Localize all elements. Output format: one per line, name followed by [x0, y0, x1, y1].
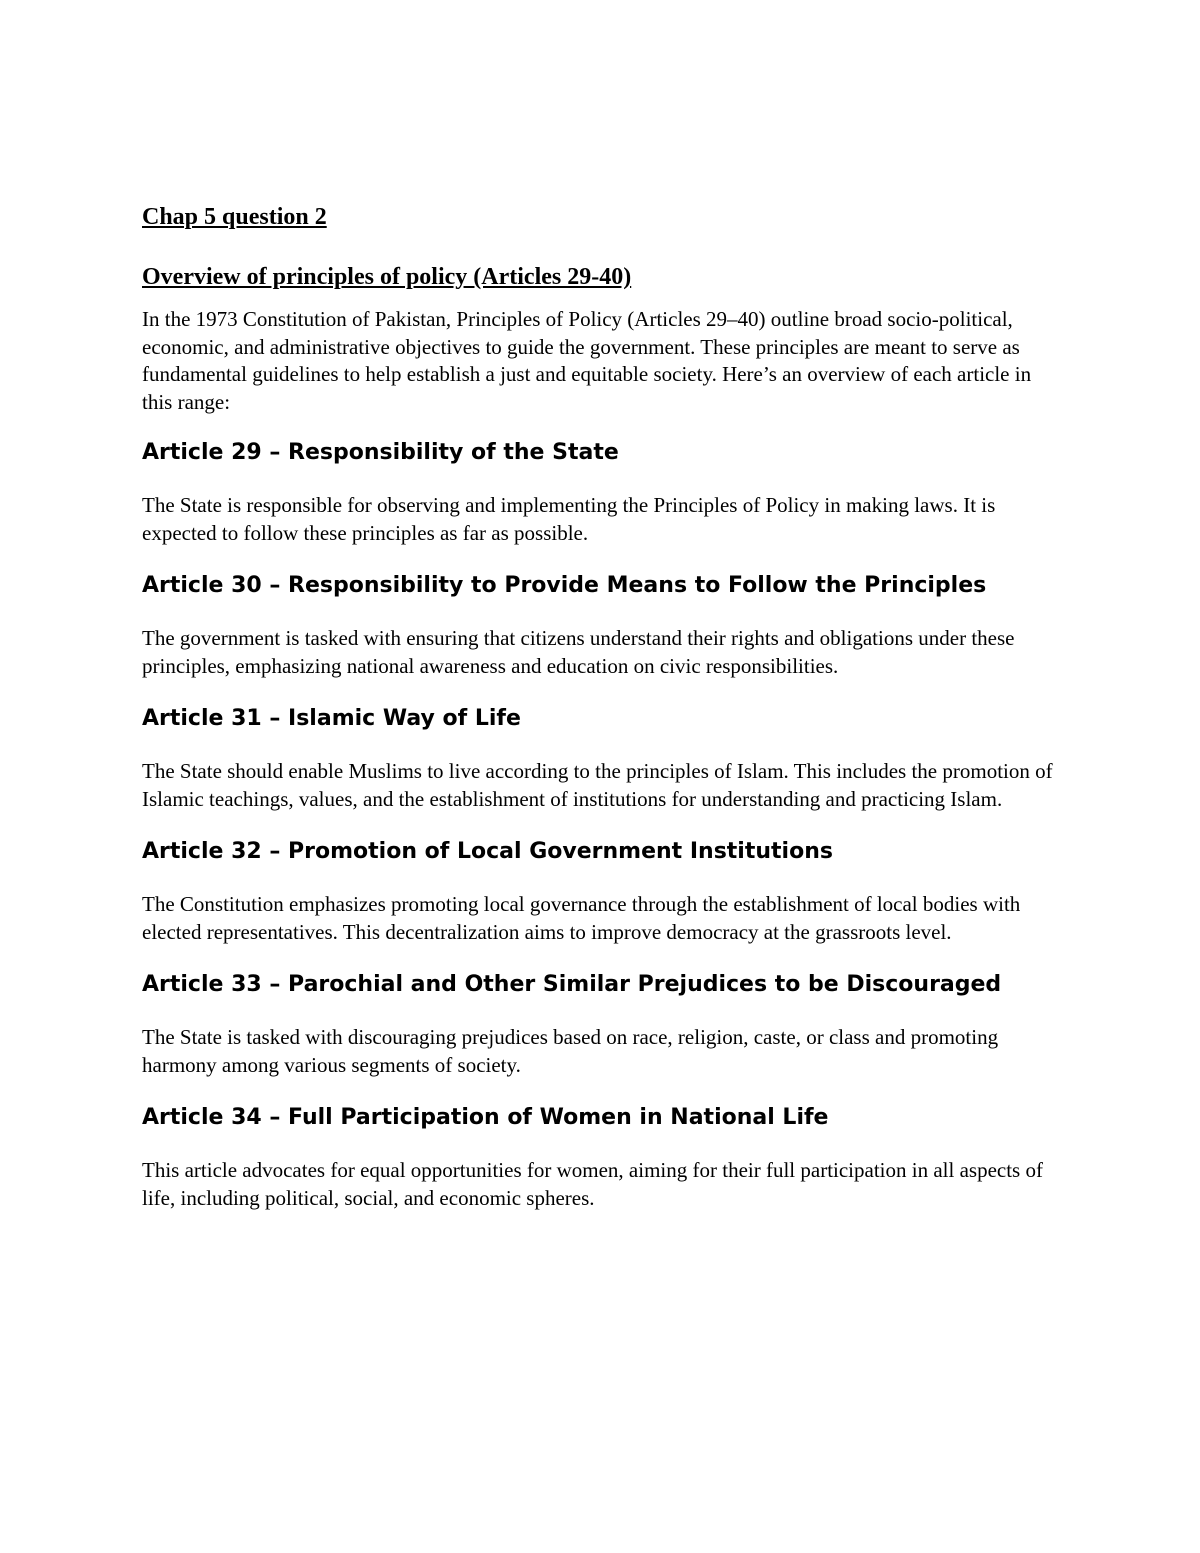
- article-31-heading: Article 31 – Islamic Way of Life: [142, 706, 521, 731]
- intro-paragraph: In the 1973 Constitution of Pakistan, Principles of Policy (Articles 29–40) outline broad socio-political, economic, and administrative objectives to guide the government. These principles are meant to serve as fundamental guidelines to help establish a just and equitable society. Here’s an overview of each article in this range:: [142, 307, 1032, 414]
- document-subtitle: Overview of principles of policy (Articles 29-40): [142, 264, 632, 290]
- article-30-heading: Article 30 – Responsibility to Provide Means to Follow the Principles: [142, 573, 987, 598]
- document-title: Chap 5 question 2: [142, 204, 327, 230]
- article-34-heading: Article 34 – Full Participation of Women in National Life: [142, 1105, 829, 1130]
- article-34-body: This article advocates for equal opportunities for women, aiming for their full participation in all aspects of life, including political, social, and economic spheres.: [142, 1158, 1043, 1210]
- article-31-section: [142, 704, 1062, 813]
- article-30-body: The government is tasked with ensuring that citizens understand their rights and obligations under these principles, emphasizing national awareness and education on civic responsibilities.: [142, 626, 1015, 678]
- article-32-heading: Article 32 – Promotion of Local Government Institutions: [142, 839, 833, 864]
- document-page: [142, 200, 1062, 1236]
- article-33-heading: Article 33 – Parochial and Other Similar Prejudices to be Discouraged: [142, 972, 1002, 997]
- article-32-section: [142, 837, 1062, 946]
- article-33-body: The State is tasked with discouraging prejudices based on race, religion, caste, or class and promoting harmony among various segments of society.: [142, 1025, 999, 1077]
- article-29-body: The State is responsible for observing and implementing the Principles of Policy in making laws. It is expected to follow these principles as far as possible.: [142, 493, 996, 545]
- article-30-section: [142, 571, 1062, 680]
- article-31-body: The State should enable Muslims to live according to the principles of Islam. This includes the promotion of Islamic teachings, values, and the establishment of institutions for understanding and practicing Islam.: [142, 759, 1053, 811]
- article-29-section: [142, 438, 1062, 547]
- article-33-section: [142, 970, 1062, 1079]
- article-32-body: The Constitution emphasizes promoting local governance through the establishment of local bodies with elected representatives. This decentralization aims to improve democracy at the grassroots level.: [142, 892, 1021, 944]
- article-29-heading: Article 29 – Responsibility of the State: [142, 440, 619, 465]
- article-34-section: [142, 1103, 1062, 1212]
